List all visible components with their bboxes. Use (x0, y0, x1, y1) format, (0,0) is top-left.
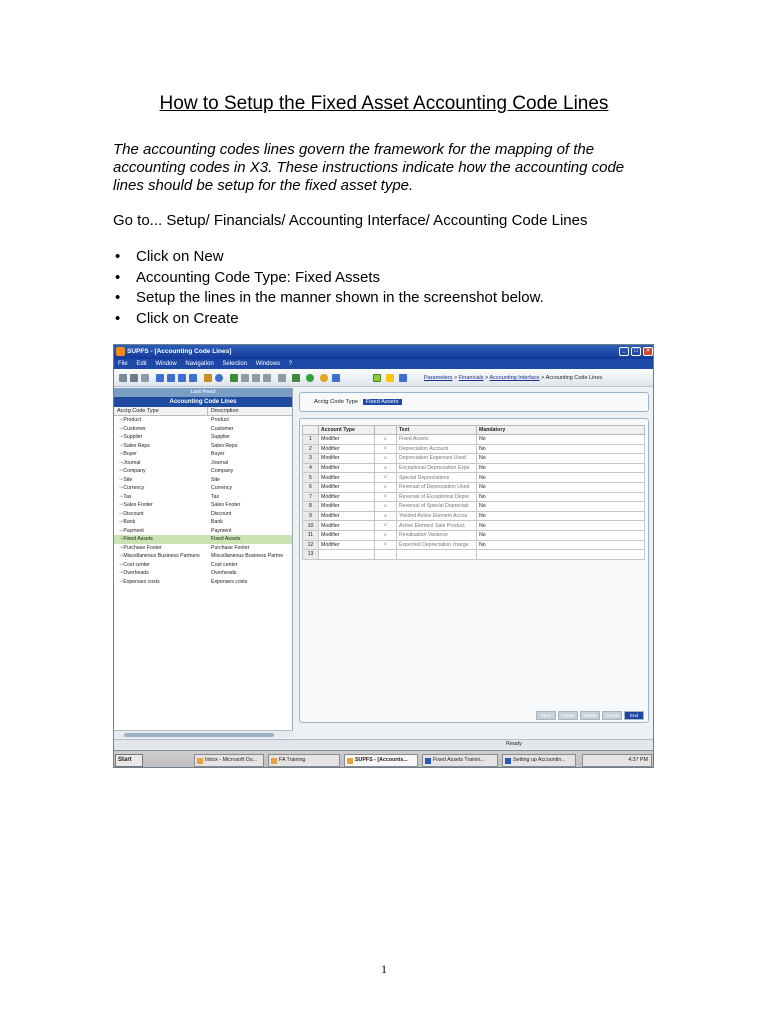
row-number-cell[interactable]: 2 (303, 444, 319, 454)
end-button[interactable]: End (624, 711, 644, 720)
account-type-cell[interactable]: Modifier (319, 454, 375, 464)
description-cell: Expenses costs (211, 578, 248, 585)
description-cell: Sales Footer (211, 502, 241, 508)
toolbar (114, 369, 653, 387)
description-cell: Company (211, 468, 234, 474)
mandatory-cell[interactable]: No (477, 511, 645, 521)
list-item[interactable] (114, 493, 292, 502)
mandatory-cell[interactable]: No (477, 492, 645, 502)
edit-icon[interactable] (263, 374, 271, 382)
chart-icon[interactable] (292, 374, 300, 382)
description-cell: Product (211, 417, 229, 423)
list-item[interactable] (114, 442, 292, 451)
breadcrumb-link[interactable]: Parameters (424, 375, 453, 381)
lookup-icon[interactable]: ⌕ (375, 463, 397, 473)
list-item[interactable] (114, 476, 292, 485)
col-header-text[interactable]: Text (397, 426, 477, 435)
favorite-add-icon[interactable] (373, 374, 381, 382)
last-record-icon[interactable] (189, 374, 197, 382)
row-number-cell[interactable]: 8 (303, 502, 319, 512)
text-cell[interactable]: Fixed Assets (397, 435, 477, 445)
account-type-cell[interactable]: Modifier (319, 511, 375, 521)
row-number-cell[interactable]: 12 (303, 540, 319, 550)
row-number-cell[interactable]: 1 (303, 435, 319, 445)
mandatory-cell[interactable]: No (477, 444, 645, 454)
description-cell: Journal (211, 459, 229, 466)
code-type-cell: ⇒ Sales Footer (114, 501, 208, 510)
lookup-icon[interactable]: ⌕ (375, 530, 397, 540)
mandatory-cell[interactable]: No (477, 521, 645, 531)
description-cell: Sales Reps (211, 442, 238, 449)
menu-item[interactable]: Edit (136, 361, 147, 367)
menu-item[interactable]: Window (155, 361, 177, 367)
mandatory-cell[interactable]: No (477, 454, 645, 464)
account-type-cell[interactable]: Modifier (319, 435, 375, 445)
list-item[interactable] (114, 425, 292, 434)
table-row[interactable] (303, 540, 645, 550)
code-type-cell: ⇒ Currency (114, 484, 208, 493)
document-title: How to Setup the Fixed Asset Accounting Code Lines (159, 93, 609, 114)
lookup-icon[interactable]: ⌕ (375, 435, 397, 445)
row-number-cell[interactable]: 5 (303, 473, 319, 483)
account-type-cell[interactable]: Modifier (319, 482, 375, 492)
lookup-icon[interactable]: ⌕ (375, 511, 397, 521)
help-icon[interactable] (215, 374, 223, 382)
lookup-icon[interactable]: ⌕ (375, 482, 397, 492)
type-value-field[interactable]: Fixed Assets (363, 399, 402, 405)
code-type-cell: ⇒ Fixed Assets (114, 535, 208, 544)
left-column-headers (114, 407, 292, 416)
print-icon[interactable] (130, 374, 138, 382)
row-number-cell[interactable]: 4 (303, 463, 319, 473)
mandatory-cell[interactable]: No (477, 473, 645, 483)
lookup-icon[interactable]: ⌕ (375, 502, 397, 512)
description-cell: Bank (211, 519, 223, 525)
breadcrumb-link[interactable]: Financials (458, 375, 484, 381)
code-type-cell: ⇒ Site (114, 476, 208, 485)
pin-icon[interactable] (399, 374, 407, 382)
menu-item[interactable]: Windows (255, 361, 281, 367)
right-panel (295, 388, 653, 738)
page-number: 1 (381, 962, 387, 976)
menu-item[interactable]: ? (288, 361, 293, 367)
text-cell[interactable]: Expected Depreciation charge (397, 540, 477, 550)
clock: 4:37 PM (628, 757, 648, 763)
table-row[interactable] (303, 463, 645, 473)
type-field-box (299, 392, 649, 412)
code-type-cell: ⇒ Journal (114, 459, 208, 468)
window-icon (347, 758, 353, 764)
list-icon[interactable] (141, 374, 149, 382)
row-number-cell[interactable]: 6 (303, 482, 319, 492)
account-type-cell[interactable]: Modifier (319, 473, 375, 483)
left-panel-title (114, 397, 292, 407)
grid-box (299, 418, 649, 723)
alert-icon[interactable] (320, 374, 328, 382)
description-cell: Tax (211, 493, 220, 500)
lookup-icon[interactable]: ⌕ (375, 444, 397, 454)
row-number-cell[interactable]: 10 (303, 521, 319, 531)
maximize-icon[interactable]: □ (631, 347, 641, 356)
table-row[interactable] (303, 502, 645, 512)
list-item[interactable] (114, 510, 292, 519)
table-row[interactable] (303, 435, 645, 445)
description-cell: Miscellaneous Business Partne (211, 553, 284, 559)
table-row[interactable] (303, 473, 645, 483)
account-type-cell[interactable]: Modifier (319, 521, 375, 531)
text-cell[interactable] (397, 550, 477, 560)
text-cell[interactable]: Depreciation Expenses Used (397, 454, 477, 464)
row-number-cell[interactable]: 3 (303, 454, 319, 464)
mandatory-cell[interactable]: No (477, 502, 645, 512)
breadcrumb-separator: > (485, 375, 489, 381)
previous-record-icon[interactable] (167, 374, 175, 382)
table-row[interactable] (303, 530, 645, 540)
list-item[interactable] (114, 552, 292, 561)
account-type-cell[interactable]: Modifier (319, 492, 375, 502)
code-type-cell: ⇒ Buyer (114, 450, 208, 459)
lookup-icon[interactable]: ⌕ (375, 540, 397, 550)
table-row[interactable] (303, 492, 645, 502)
lookup-icon[interactable]: ⌕ (375, 492, 397, 502)
document-icon (505, 758, 511, 764)
text-cell[interactable]: Exceptional Depreciation Expe (397, 463, 477, 473)
account-type-cell[interactable]: Modifier (319, 463, 375, 473)
account-type-cell[interactable]: Modifier (319, 444, 375, 454)
col-header-description[interactable]: Description (211, 408, 239, 414)
intro-paragraph: The accounting codes lines govern the framework for the mapping of the accounting codes in X3. These instructions indicate how the accounting code lines should be setup for the fixed asset type. (113, 141, 625, 194)
col-header-lookup (375, 426, 397, 435)
account-type-cell[interactable]: Modifier (319, 502, 375, 512)
row-number-cell[interactable]: 11 (303, 530, 319, 540)
list-item[interactable] (114, 527, 292, 536)
code-type-cell: ⇒ Miscellaneous Business Partners (114, 552, 208, 561)
list-item[interactable] (114, 501, 292, 510)
text-cell[interactable]: Special Depreciations (397, 473, 477, 483)
create-button[interactable]: Create (558, 711, 578, 720)
text-cell[interactable]: Active Element Sale Product (397, 521, 477, 531)
status-bar (114, 739, 653, 749)
lookup-icon[interactable]: ⌕ (375, 454, 397, 464)
taskbar-item[interactable]: Fixed Assets Trainin... (422, 754, 498, 767)
code-type-cell: ⇒ Customer (114, 425, 208, 434)
list-item[interactable] (114, 535, 292, 544)
start-button[interactable]: Start (115, 754, 143, 767)
menu-item[interactable]: Navigation (185, 361, 214, 367)
system-tray (582, 754, 652, 767)
document-icon (425, 758, 431, 764)
menu-item[interactable]: Selection (222, 361, 248, 367)
list-item[interactable] (114, 433, 292, 442)
left-panel-title-text: Accounting Code Lines (169, 399, 237, 405)
row-number-cell[interactable]: 13 (303, 550, 319, 560)
action-buttons (534, 711, 644, 720)
code-type-cell: ⇒ Discount (114, 510, 208, 519)
bullet-item: • Click on New (113, 248, 544, 269)
description-cell: Discount (211, 510, 232, 517)
list-item[interactable] (114, 561, 292, 570)
taskbar (114, 750, 653, 768)
account-type-cell[interactable]: Modifier (319, 540, 375, 550)
first-record-icon[interactable] (156, 374, 164, 382)
code-type-cell: ⇒ Overheads (114, 569, 208, 578)
app-screenshot (113, 344, 654, 768)
window-icon (197, 758, 203, 764)
row-number-cell[interactable]: 7 (303, 492, 319, 502)
lookup-icon[interactable] (375, 550, 397, 560)
code-lines-grid (302, 425, 645, 560)
lookup-icon[interactable]: ⌕ (375, 521, 397, 531)
code-type-cell: ⇒ Tax (114, 493, 208, 502)
row-number-cell[interactable]: 9 (303, 511, 319, 521)
text-cell[interactable]: Yielded Active Element Accou (397, 511, 477, 521)
code-type-cell: ⇒ Company (114, 467, 208, 476)
description-cell: Overheads (211, 570, 237, 576)
list-item[interactable] (114, 569, 292, 578)
table-row[interactable] (303, 444, 645, 454)
menu-item[interactable]: File (118, 361, 128, 367)
next-record-icon[interactable] (178, 374, 186, 382)
menu-bar (114, 359, 653, 369)
taskbar-item[interactable]: SUPFS - [Accounts... (344, 754, 418, 767)
window-title: SUPFS - [Accounting Code Lines] (127, 348, 232, 355)
description-cell: Fixed Assets (211, 536, 241, 542)
table-row[interactable] (303, 511, 645, 521)
grid-corner (303, 426, 319, 435)
list-item[interactable] (114, 484, 292, 493)
paste-icon[interactable] (252, 374, 260, 382)
description-cell: Purchase Footer (211, 544, 250, 551)
attachment-icon[interactable] (204, 374, 212, 382)
mandatory-cell[interactable]: No (477, 435, 645, 445)
window-titlebar (114, 345, 653, 359)
text-cell[interactable]: Reversal of Special Depreciati (397, 502, 477, 512)
text-cell[interactable]: Reversal of Exceptional Depre (397, 492, 477, 502)
table-row[interactable] (303, 550, 645, 560)
app-logo-icon (116, 347, 125, 356)
left-list (114, 416, 292, 586)
table-row[interactable] (303, 454, 645, 464)
taskbar-item[interactable]: Inbox - Microsoft Ou... (194, 754, 264, 767)
taskbar-item[interactable]: Setting up Accountin... (502, 754, 576, 767)
instruction-list (113, 248, 544, 330)
text-cell[interactable]: Depreciation Account (397, 444, 477, 454)
status-green-icon[interactable] (306, 374, 314, 382)
account-type-cell[interactable]: Modifier (319, 530, 375, 540)
code-type-cell: ⇒ Cost center (114, 561, 208, 570)
text-icon[interactable] (278, 374, 286, 382)
description-cell: Cost center (211, 561, 238, 568)
mandatory-cell[interactable]: No (477, 482, 645, 492)
status-text: Ready (506, 741, 522, 747)
code-type-cell: ⇒ Expenses costs (114, 578, 208, 587)
code-type-cell: ⇒ Bank (114, 518, 208, 527)
horizontal-scrollbar[interactable] (114, 730, 293, 738)
breadcrumb-link[interactable]: Accounting Interface (489, 375, 540, 381)
list-item[interactable] (114, 518, 292, 527)
table-row[interactable] (303, 482, 645, 492)
breadcrumb-separator: > (453, 375, 458, 381)
scroll-thumb[interactable] (124, 733, 274, 737)
list-item[interactable] (114, 459, 292, 468)
col-header-type[interactable]: Acctg Code Type (114, 407, 208, 415)
lookup-icon[interactable]: ⌕ (375, 473, 397, 483)
table-row[interactable] (303, 521, 645, 531)
breadcrumb-separator: > (541, 375, 545, 381)
code-type-cell: ⇒ Purchase Footer (114, 544, 208, 553)
delete-button[interactable]: Delete (580, 711, 600, 720)
col-header-mandatory[interactable]: Mandatory (477, 426, 645, 435)
mandatory-cell[interactable] (477, 550, 645, 560)
list-item[interactable] (114, 450, 292, 459)
minimize-icon[interactable]: _ (619, 347, 629, 356)
code-type-cell: ⇒ Sales Reps (114, 442, 208, 451)
folder-icon (271, 758, 277, 764)
last-read-header[interactable]: Last Read (114, 388, 292, 397)
list-item[interactable] (114, 467, 292, 476)
mandatory-cell[interactable]: No (477, 530, 645, 540)
goto-instruction: Go to... Setup/ Financials/ Accounting Interface/ Accounting Code Lines (113, 212, 588, 229)
text-cell[interactable]: Reversal of Depreciation Used (397, 482, 477, 492)
account-type-cell[interactable] (319, 550, 375, 560)
close-icon[interactable]: × (643, 347, 653, 356)
breadcrumb (424, 375, 602, 381)
bullet-item: • Click on Create (113, 310, 544, 331)
code-type-cell: ⇒ Payment (114, 527, 208, 536)
mandatory-cell[interactable]: No (477, 540, 645, 550)
cancel-button[interactable]: Cancel (602, 711, 622, 720)
bullet-item: • Accounting Code Type: Fixed Assets (113, 269, 544, 290)
type-label: Acctg Code Type (314, 399, 359, 405)
description-cell: Buyer (211, 451, 225, 457)
list-item[interactable] (114, 544, 292, 553)
save-icon[interactable] (119, 374, 127, 382)
breadcrumb-current: Accounting Code Lines (545, 375, 603, 381)
tools-icon[interactable] (230, 374, 238, 382)
save-button[interactable]: Save (536, 711, 556, 720)
description-cell: Site (211, 476, 220, 483)
bullet-item: • Setup the lines in the manner shown in the screenshot below. (113, 289, 544, 310)
list-item[interactable] (114, 416, 292, 425)
description-cell: Supplier (211, 434, 231, 440)
refresh-icon[interactable] (332, 374, 340, 382)
left-panel (114, 388, 293, 738)
description-cell: Payment (211, 527, 232, 534)
description-cell: Customer (211, 425, 234, 432)
mandatory-cell[interactable]: No (477, 463, 645, 473)
col-header-account-type[interactable]: Account Type (319, 426, 375, 435)
copy-icon[interactable] (241, 374, 249, 382)
code-type-cell: ⇒ Product (114, 416, 208, 425)
code-type-cell: ⇒ Supplier (114, 433, 208, 442)
favorite-icon[interactable] (386, 374, 394, 382)
taskbar-item[interactable]: FA Training (268, 754, 340, 767)
text-cell[interactable]: Revaluation Variance (397, 530, 477, 540)
description-cell: Currency (211, 485, 233, 491)
list-item[interactable] (114, 578, 292, 587)
